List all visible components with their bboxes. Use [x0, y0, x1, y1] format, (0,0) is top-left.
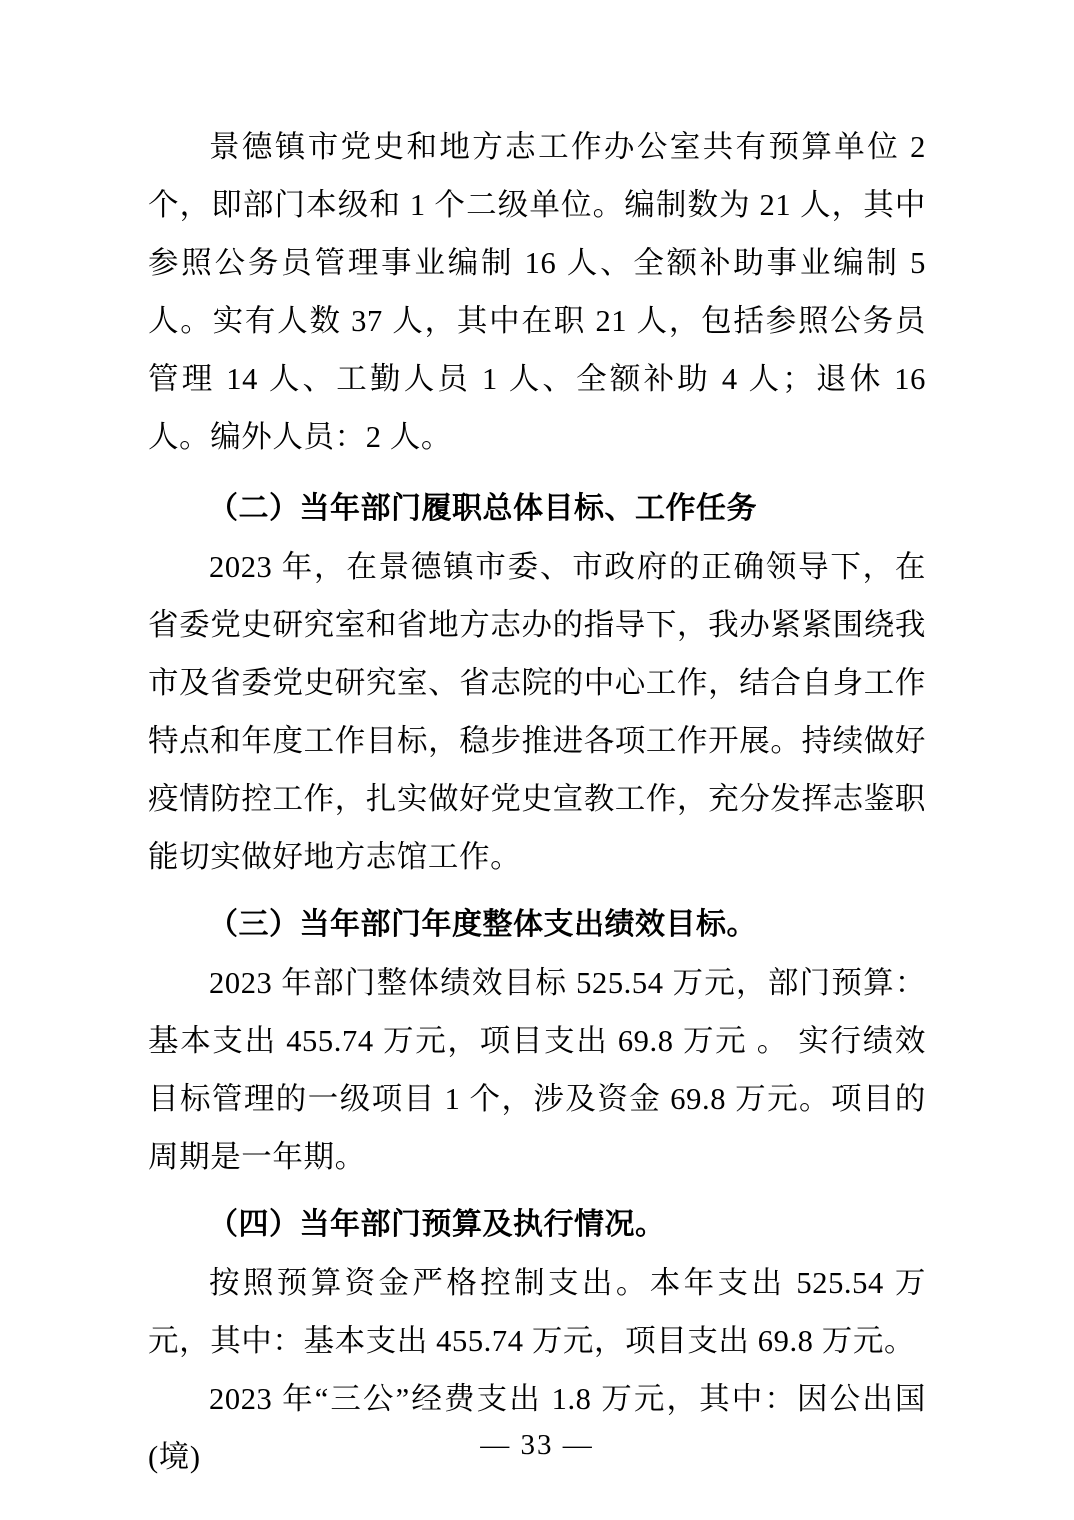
heading-section-two: （二）当年部门履职总体目标、工作任务 — [208, 491, 757, 526]
paragraph-section-four-body: 按照预算资金严格控制支出。本年支出 525.54 万元，其中：基本支出 455.74 万元，项目支出 69.8 万元。 — [148, 1266, 926, 1358]
page-number: — 33 — — [480, 1429, 594, 1461]
paragraph-org-overview: 景德镇市党史和地方志工作办公室共有预算单位 2 个，即部门本级和 1 个二级单位。编制数为 21 人，其中参照公务员管理事业编制 16 人、全额补助事业编制 5 人。实有人数 37 人，其中在职 21 人，包括参照公务员管理 14 人、工勤人员 1 人、全额补助 4 人；退休 16 人。编外人员：2 人。 — [148, 130, 926, 454]
heading-section-four: （四）当年部门预算及执行情况。 — [208, 1207, 666, 1242]
paragraph-section-two-body: 2023 年，在景德镇市委、市政府的正确领导下，在省委党史研究室和省地方志办的指导下，我办紧紧围绕我市及省委党史研究室、省志院的中心工作，结合自身工作特点和年度工作目标，稳步推进各项工作开展。持续做好疫情防控工作，扎实做好党史宣教工作，充分发挥志鉴职能切实做好地方志馆工作。 — [148, 550, 926, 874]
spacer — [148, 466, 926, 480]
paragraph-section-three-body: 2023 年部门整体绩效目标 525.54 万元，部门预算：基本支出 455.74 万元，项目支出 69.8 万元 。 实行绩效目标管理的一级项目 1 个，涉及资金 69.8 万元。项目的周期是一年期。 — [148, 966, 926, 1174]
spacer — [148, 886, 926, 896]
heading-section-three: （三）当年部门年度整体支出绩效目标。 — [208, 907, 757, 942]
paragraph-three-public-expenses: 2023 年“三公”经费支出 1.8 万元，其中：因公出国(境) — [148, 1382, 926, 1474]
spacer — [148, 1186, 926, 1196]
